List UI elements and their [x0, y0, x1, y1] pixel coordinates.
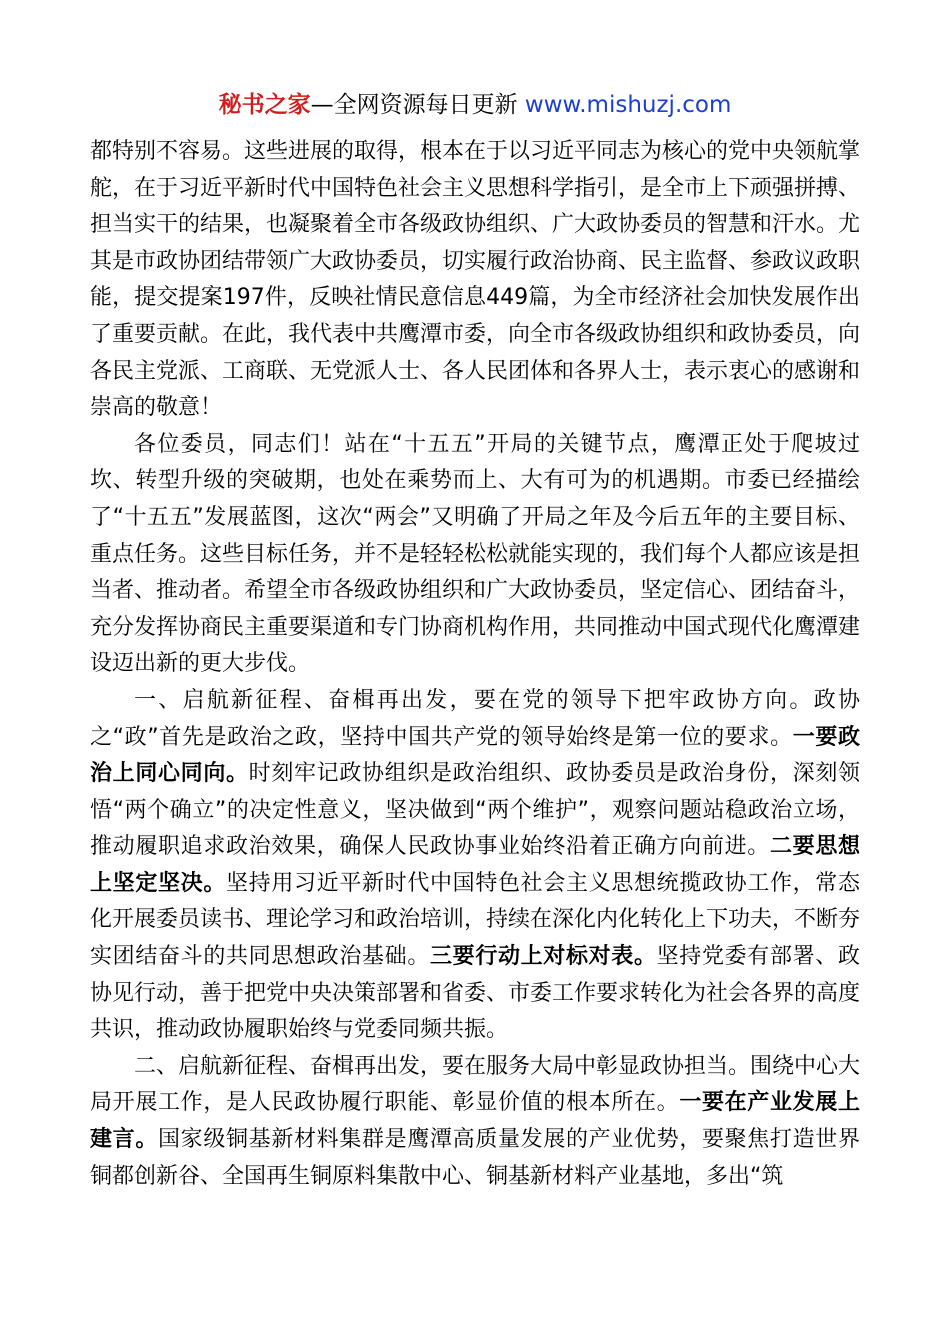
paragraph-3-bold-3: 三要行动上对标对表。 — [429, 944, 657, 970]
paragraph-3-text-4: 坚持党委有部署、政协见行动，善于把党中央决策部署和省委、市委工作要求转化为社会各界的高度共识，推动政协履职始终与党委同频共振。 — [90, 944, 861, 1043]
paragraph-3-text-1: 一、启航新征程、奋楫再出发，要在党的领导下把牢政协方向。政协之“政”首先是政治之政，坚持中国共产党的领导始终是第一位的要求。 — [90, 687, 860, 750]
paragraph-4 — [90, 1049, 860, 1195]
paragraph-1: 都特别不容易。这些进展的取得，根本在于以习近平同志为核心的党中央领航掌舵，在于习近平新时代中国特色社会主义思想科学指引，是全市上下顽强拼搏、担当实干的结果，也凝聚着全市各级政协组织、广大政协委员的智慧和汗水。尤其是市政协团结带领广大政协委员，切实履行政治协商、民主监督、参政议政职能，提交提案197件，反映社情民意信息449篇，为全市经济社会加快发展作出了重要贡献。在此，我代表中共鹰潭市委，向全市各级政协组织和政协委员，向各民主党派、工商联、无党派人士、各人民团体和各界人士，表示衷心的感谢和崇高的敬意！ — [90, 139, 861, 421]
brand-name: 秘书之家 — [218, 92, 311, 118]
page-header — [0, 88, 950, 122]
paragraph-3-bold-2: 二要思想上坚定坚决。 — [90, 834, 860, 896]
paragraph-2: 各位委员，同志们！站在“十五五”开局的关键节点，鹰潭正处于爬坡过坎、转型升级的突破期，也处在乘势而上、大有可为的机遇期。市委已经描绘了“十五五”发展蓝图，这次“两会”又明确了开局之年及今后五年的主要目标、重点任务。这些目标任务，并不是轻轻松松就能实现的，我们每个人都应该是担当者、推动者。希望全市各级政协组织和广大政协委员，坚定信心、团结奋斗，充分发挥协商民主重要渠道和专门协商机构作用，共同推动中国式现代化鹰潭建设迈出新的更大步伐。 — [90, 431, 861, 677]
paragraph-4-text-2: 国家级铜基新材料集群是鹰潭高质量发展的产业优势，要聚焦打造世界铜都创新谷、全国再生铜原料集散中心、铜基新材料产业基地，多出“筑 — [90, 1127, 860, 1189]
paragraph-3-text-2: 时刻牢记政协组织是政治组织、政协委员是政治身份，深刻领悟“两个确立”的决定性意义，坚决做到“两个维护”，观察问题站稳政治立场，推动履职追求政治效果，确保人民政协事业始终沿着正确方向前进。 — [90, 761, 860, 860]
paragraph-3-bold-1: 一要政治上同心同向。 — [90, 724, 860, 787]
document-body — [90, 134, 860, 1195]
site-url-link[interactable]: www.mishuzj.com — [524, 92, 732, 118]
paragraph-3-text-3: 坚持用习近平新时代中国特色社会主义思想统揽政协工作，常态化开展委员读书、理论学习和政治培训，持续在深化内化转化上下功夫，不断夯实团结奋斗的共同思想政治基础。 — [90, 870, 861, 970]
header-tagline: —全网资源每日更新 — [310, 92, 518, 118]
paragraph-4-text-1: 二、启航新征程、奋楫再出发，要在服务大局中彰显政协担当。围绕中心大局开展工作，是人民政协履行职能、彰显价值的根本所在。 — [90, 1053, 861, 1116]
paragraph-3 — [90, 683, 860, 1049]
paragraph-4-bold-1: 一要在产业发展上建言。 — [90, 1090, 860, 1153]
